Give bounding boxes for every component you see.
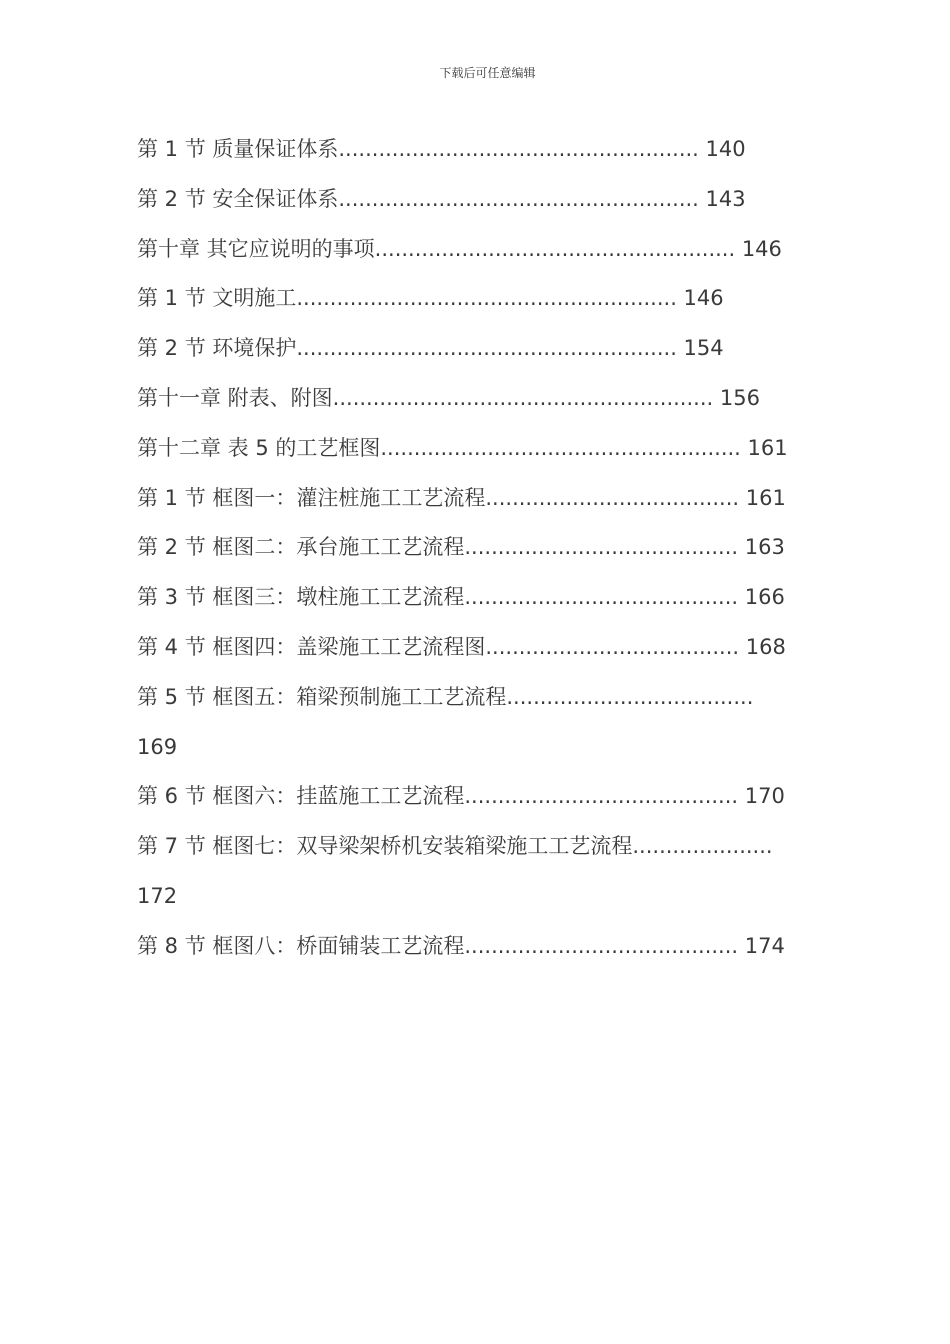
table-of-contents [137, 132, 857, 979]
toc-entry-flowchart-1[interactable]: 第 1 节 框图一：灌注桩施工工艺流程...................................... 161 [137, 485, 786, 510]
toc-entry-chapter-11[interactable]: 第十一章 附表、附图......................................................... 156 [137, 385, 760, 410]
toc-entry-flowchart-6[interactable]: 第 6 节 框图六：挂蓝施工工艺流程......................................... 170 [137, 784, 785, 809]
toc-entry-flowchart-7[interactable]: 第 7 节 框图七：双导梁架桥机安装箱梁施工工艺流程..................... [137, 834, 773, 859]
toc-entry-section-2-safety[interactable]: 第 2 节 安全保证体系...................................................... 143 [137, 186, 746, 211]
toc-entry-flowchart-4[interactable]: 第 4 节 框图四：盖梁施工工艺流程图...................................... 168 [137, 634, 786, 659]
toc-entry-flowchart-7-page[interactable]: 172 [137, 883, 178, 908]
toc-entry-section-2-environment[interactable]: 第 2 节 环境保护......................................................... 154 [137, 336, 724, 361]
toc-entry-section-1-quality[interactable]: 第 1 节 质量保证体系...................................................... 140 [137, 137, 746, 161]
toc-entry-flowchart-5[interactable]: 第 5 节 框图五：箱梁预制施工工艺流程..................................... [137, 684, 754, 709]
toc-entry-flowchart-5-page[interactable]: 169 [137, 734, 178, 759]
toc-entry-chapter-12[interactable]: 第十二章 表 5 的工艺框图...................................................... 161 [137, 435, 788, 460]
toc-entry-chapter-10[interactable]: 第十章 其它应说明的事项...................................................... 146 [137, 236, 782, 261]
toc-entry-flowchart-3[interactable]: 第 3 节 框图三：墩柱施工工艺流程......................................... 166 [137, 585, 785, 610]
toc-entry-section-1-civilized-construction[interactable]: 第 1 节 文明施工......................................................... 146 [137, 286, 724, 311]
page-header: 下载后可任意编辑 [439, 66, 536, 80]
toc-entry-flowchart-2[interactable]: 第 2 节 框图二：承台施工工艺流程......................................... 163 [137, 535, 785, 560]
toc-entry-flowchart-8[interactable]: 第 8 节 框图八：桥面铺装工艺流程......................................... 174 [137, 933, 785, 958]
